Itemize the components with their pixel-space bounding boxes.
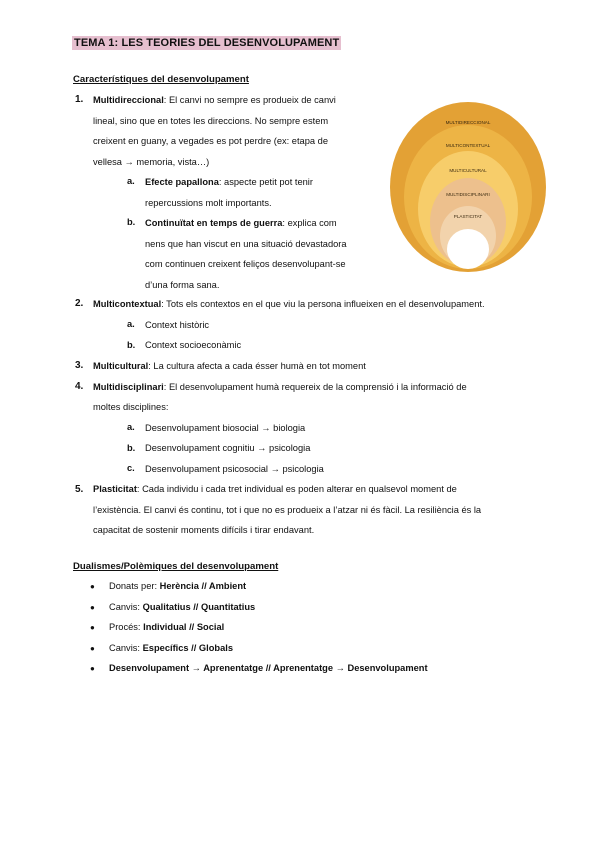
item5-line2: l’existència. El canvi és continu, tot i que no es produeix a l’atzar ni és fàcil. La resiliència és la xyxy=(93,504,482,515)
item5-line3: capacitat de sostenir moments difícils i tirar endavant. xyxy=(93,525,315,535)
ring-label: MULTICULTURAL xyxy=(449,168,487,173)
sub-marker: b. xyxy=(127,339,136,350)
item1b-line4: d’una forma sana. xyxy=(145,279,220,290)
item1b-line3: com continuen creixent feliços desenvolupant-se xyxy=(145,259,346,269)
section-heading-dualisms: Dualismes/Polèmiques del desenvolupament xyxy=(73,561,279,572)
section-heading-characteristics: Característiques del desenvolupament xyxy=(73,74,249,85)
item-number: 4. xyxy=(75,380,84,392)
ring-label: MULTIDISCIPLINARI xyxy=(446,192,490,197)
item1a-term: Efecte papallona xyxy=(145,177,219,187)
dualism-item: Canvis: Qualitatius // Quantitatius xyxy=(109,601,256,612)
item1b-line2: nens que han viscut en una situació devastadora xyxy=(145,238,347,249)
ring-center xyxy=(447,229,489,269)
item2-term: Multicontextual xyxy=(93,299,162,309)
item3-line: Multicultural: La cultura afecta a cada ésser humà en tot moment xyxy=(93,361,366,371)
item1b-term: Continuïtat en temps de guerra xyxy=(145,218,283,228)
item3-term: Multicultural xyxy=(93,361,149,371)
sub-marker: a. xyxy=(127,422,135,432)
page-title: TEMA 1: LES TEORIES DEL DESENVOLUPAMENT xyxy=(74,37,340,49)
item5-line1: Plasticitat: Cada individu i cada tret individual es poden alterar en qualsevol moment de xyxy=(93,484,457,494)
item4-line2: moltes disciplines: xyxy=(93,402,169,412)
sub-marker: b. xyxy=(127,442,136,453)
dualism-item: Canvis: Específics // Globals xyxy=(109,642,234,653)
dualism-item: Desenvolupament → Aprenentatge // Aprenentatge → Desenvolupament xyxy=(109,663,428,673)
item1-line4: vellesa → memoria, vista…) xyxy=(93,156,210,167)
bullet-glyph: ● xyxy=(90,582,95,591)
item1-term: Multidireccional xyxy=(93,95,164,105)
item4a-text: Desenvolupament biosocial → biologia xyxy=(145,422,306,433)
item-number: 3. xyxy=(75,360,84,371)
sub-marker: a. xyxy=(127,319,135,329)
item-number: 1. xyxy=(75,94,84,105)
dualism-item: Procés: Individual // Social xyxy=(109,622,225,632)
dualism-item: Donats per: Herència // Ambient xyxy=(109,581,247,591)
item1-line2: lineal, sino que en totes les direccions. No sempre estem xyxy=(93,115,329,126)
item4-line1: Multidisciplinari: El desenvolupament humà requereix de la comprensió i la informació de xyxy=(93,381,467,392)
ring-label: MULTIDIRECCIONAL xyxy=(445,120,491,125)
item-number: 2. xyxy=(75,298,84,309)
item-number: 5. xyxy=(75,483,84,495)
item4b-text: Desenvolupament cognitiu → psicologia xyxy=(145,443,311,453)
item1a-line1: Efecte papallona: aspecte petit pot tenir xyxy=(145,177,313,187)
item5-term: Plasticitat xyxy=(93,484,137,494)
item2a-text: Context històric xyxy=(145,319,210,330)
ring-label: PLASTICITAT xyxy=(453,214,483,219)
item1-line3: creixent en guany, a vegades es pot perdre (ex: etapa de xyxy=(93,136,328,146)
item1b-line1: Continuïtat en temps de guerra: explica com xyxy=(145,218,337,228)
sub-marker: c. xyxy=(127,463,135,473)
bullet-glyph: ● xyxy=(90,602,95,612)
bullet-glyph: ● xyxy=(90,623,95,632)
item2b-text: Context socioeconàmic xyxy=(145,340,242,350)
item4-term: Multidisciplinari xyxy=(93,381,164,392)
item4c-text: Desenvolupament psicosocial → psicologia xyxy=(145,463,324,474)
sub-marker: b. xyxy=(127,217,136,227)
sub-marker: a. xyxy=(127,176,135,186)
ring-label: MULTICONTEXTUAL xyxy=(445,143,491,148)
nested-circles-diagram xyxy=(388,99,550,275)
bullet-glyph: ● xyxy=(90,643,95,653)
item2-line: Multicontextual: Tots els contextos en el que viu la persona influeixen en el desenvolupament. xyxy=(93,299,485,309)
bullet-glyph: ● xyxy=(90,664,95,673)
item1a-line2: repercussions molt importants. xyxy=(145,197,272,208)
item1-line1: Multidireccional: El canvi no sempre es produeix de canvi xyxy=(93,95,336,105)
